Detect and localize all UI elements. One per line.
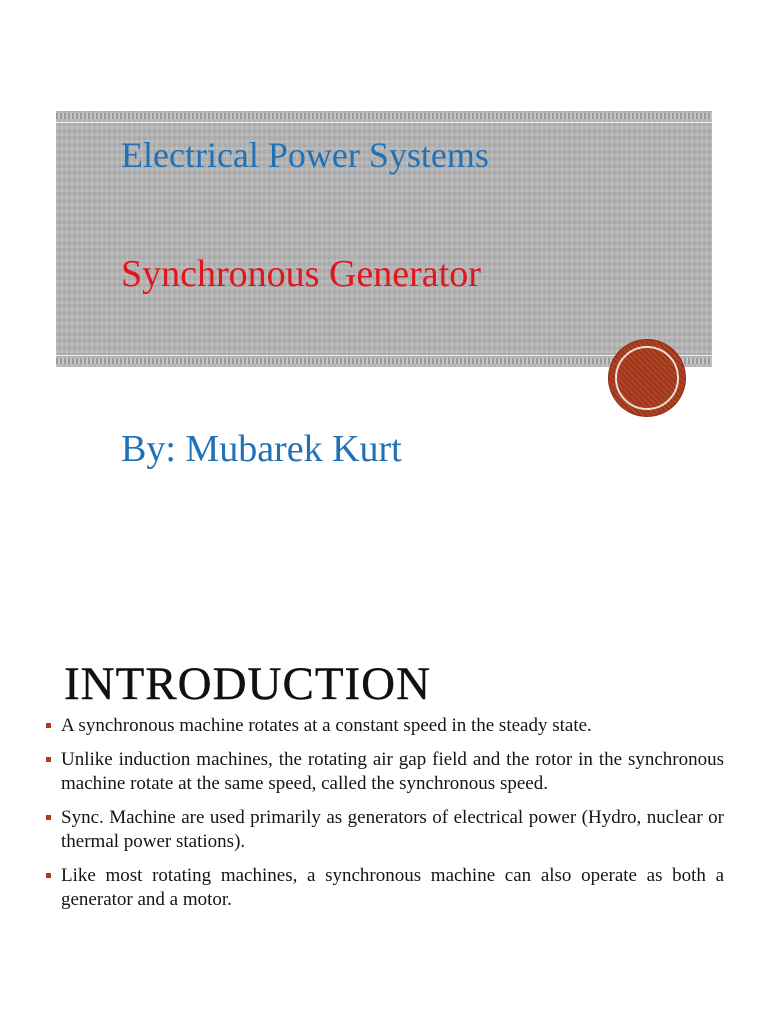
bullet-text: Like most rotating machines, a synchronous machine can also operate as both a generator and a motor. — [61, 865, 724, 910]
title-band-top-highlight — [56, 122, 712, 123]
square-bullet-icon — [46, 873, 51, 878]
topic-title: Synchronous Generator — [121, 253, 481, 295]
section-heading: INTRODUCTION — [64, 658, 432, 710]
title-band-bottom-highlight — [56, 355, 712, 356]
circle-emblem-icon — [609, 340, 685, 416]
title-band-top-rule — [56, 113, 712, 119]
bullet-text: Sync. Machine are used primarily as generators of electrical power (Hydro, nuclear or thermal power stations). — [61, 807, 724, 852]
bullet-text: Unlike induction machines, the rotating air gap field and the rotor in the synchronous machine rotate at the same speed, called the synchronous speed. — [61, 749, 724, 794]
slide-separator — [0, 576, 768, 616]
author-line: By: Mubarek Kurt — [121, 428, 402, 470]
square-bullet-icon — [46, 723, 51, 728]
bullet-list — [44, 714, 724, 922]
square-bullet-icon — [46, 757, 51, 762]
bullet-text: A synchronous machine rotates at a constant speed in the steady state. — [61, 715, 592, 736]
list-item — [44, 714, 724, 738]
list-item — [44, 806, 724, 854]
square-bullet-icon — [46, 815, 51, 820]
list-item — [44, 864, 724, 912]
course-title: Electrical Power Systems — [121, 135, 489, 175]
list-item — [44, 748, 724, 796]
